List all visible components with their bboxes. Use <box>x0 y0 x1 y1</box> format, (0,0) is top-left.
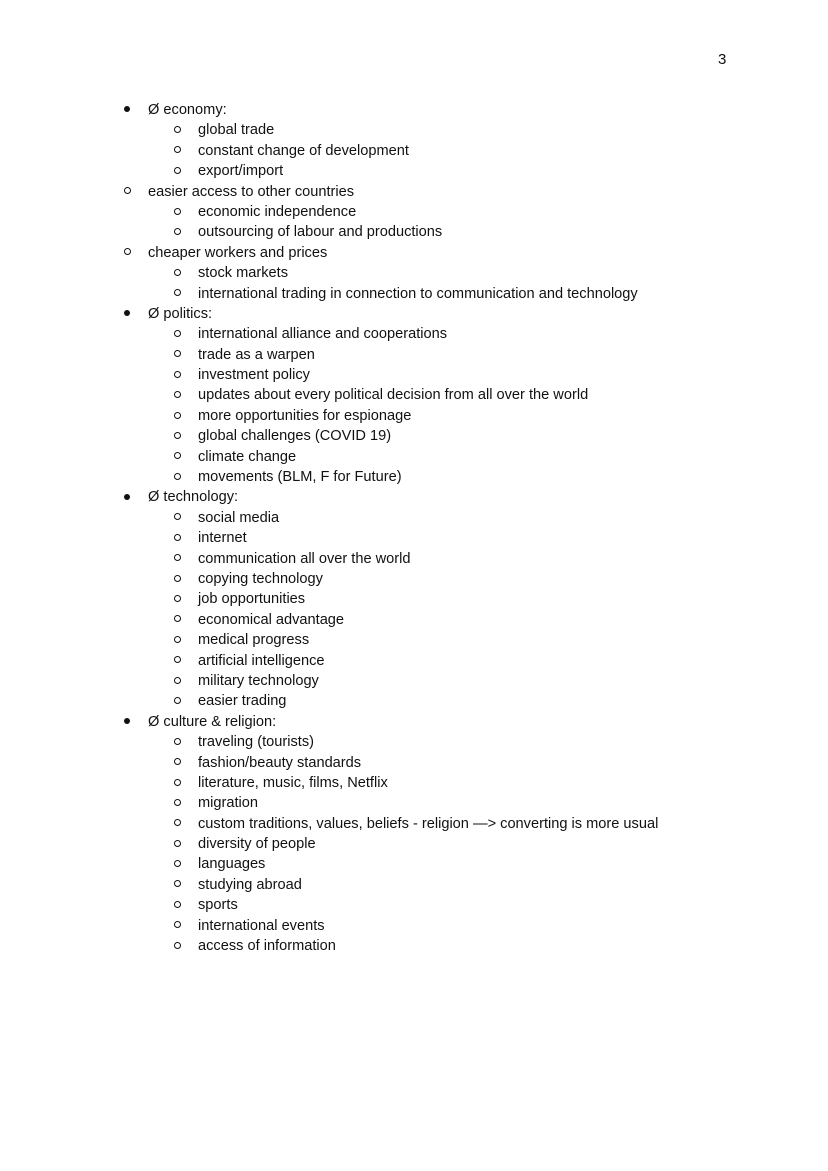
bullet-circle-icon <box>170 854 184 874</box>
sub-item <box>0 589 828 609</box>
item-text: medical progress <box>198 632 310 649</box>
bullet-circle-icon <box>170 324 184 344</box>
bullet-circle-icon <box>170 936 184 956</box>
item-text: global challenges (COVID 19) <box>198 428 392 445</box>
sub-item <box>0 854 828 874</box>
sub-item <box>0 753 828 773</box>
sub-item <box>0 467 828 487</box>
item-text: economical advantage <box>198 611 345 628</box>
bullet-circle-icon <box>170 549 184 569</box>
sub-item <box>0 793 828 813</box>
bullet-circle-icon <box>170 365 184 385</box>
sub-item <box>0 385 828 405</box>
item-text: artificial intelligence <box>198 652 325 669</box>
item-text: copying technology <box>198 570 323 587</box>
topic-item <box>0 487 828 507</box>
bullet-circle-icon <box>170 671 184 691</box>
item-text: trade as a warpen <box>198 346 315 363</box>
bullet-circle-icon <box>170 263 184 283</box>
item-text: military technology <box>198 672 319 689</box>
sub-item <box>0 345 828 365</box>
sub-item <box>0 263 828 283</box>
item-text: easier trading <box>198 693 287 710</box>
item-text: languages <box>198 856 266 873</box>
bullet-circle-icon <box>170 161 184 181</box>
sub-item <box>0 222 828 242</box>
item-text: migration <box>198 795 259 812</box>
item-text: updates about every political decision from all over the world <box>198 387 589 404</box>
item-text: social media <box>198 509 280 526</box>
bullet-circle-icon <box>170 589 184 609</box>
sub-item <box>0 814 828 834</box>
bullet-circle-icon <box>170 385 184 405</box>
item-text: stock markets <box>198 265 289 282</box>
item-text: studying abroad <box>198 876 302 893</box>
sub-item <box>0 324 828 344</box>
bullet-circle-icon <box>170 426 184 446</box>
sub-item <box>0 284 828 304</box>
bullet-circle-icon <box>170 120 184 140</box>
sub-item <box>0 773 828 793</box>
sub-item <box>0 691 828 711</box>
item-text: traveling (tourists) <box>198 734 314 751</box>
item-text: Ø culture & religion: <box>148 713 277 730</box>
bullet-outline <box>0 100 828 956</box>
bullet-circle-icon <box>170 651 184 671</box>
bullet-circle-icon <box>170 895 184 915</box>
item-text: Ø technology: <box>148 489 239 506</box>
bullet-circle-icon <box>170 141 184 161</box>
bullet-circle-icon <box>170 916 184 936</box>
item-text: constant change of development <box>198 142 409 159</box>
item-text: movements (BLM, F for Future) <box>198 469 402 486</box>
topic-item <box>0 100 828 120</box>
bullet-circle-icon <box>170 345 184 365</box>
item-text: job opportunities <box>198 591 306 608</box>
bullet-disc-icon <box>120 100 134 120</box>
page-number: 3 <box>718 51 727 68</box>
item-text: communication all over the world <box>198 550 411 567</box>
topic-item <box>0 712 828 732</box>
sub-item <box>0 528 828 548</box>
item-text: global trade <box>198 122 275 139</box>
bullet-circle-icon <box>170 467 184 487</box>
sub-item <box>0 120 828 140</box>
item-text: cheaper workers and prices <box>148 244 328 261</box>
sub-item <box>0 569 828 589</box>
bullet-circle-icon <box>170 528 184 548</box>
bullet-circle-icon <box>170 508 184 528</box>
sub-item <box>0 916 828 936</box>
sub-item <box>0 651 828 671</box>
item-text: Ø economy: <box>148 102 227 118</box>
bullet-circle-icon <box>170 610 184 630</box>
bullet-disc-icon <box>120 304 134 324</box>
sub-item <box>0 875 828 895</box>
sub-item <box>0 161 828 181</box>
sub-item <box>0 671 828 691</box>
sub-item <box>0 732 828 752</box>
item-text: outsourcing of labour and productions <box>198 224 443 241</box>
bullet-circle-icon <box>170 569 184 589</box>
item-text: custom traditions, values, beliefs - religion —> converting is more usual <box>198 815 659 832</box>
item-text: easier access to other countries <box>148 183 355 200</box>
topic-item <box>0 182 828 202</box>
item-text: investment policy <box>198 367 310 384</box>
topic-item <box>0 243 828 263</box>
item-text: international trading in connection to communication and technology <box>198 285 638 302</box>
sub-item <box>0 834 828 854</box>
item-text: international alliance and cooperations <box>198 326 448 343</box>
item-text: internet <box>198 530 247 547</box>
bullet-circle-icon <box>120 182 134 202</box>
item-text: literature, music, films, Netflix <box>198 774 388 791</box>
bullet-circle-icon <box>170 834 184 854</box>
bullet-disc-icon <box>120 487 134 507</box>
item-text: international events <box>198 917 325 934</box>
sub-item <box>0 447 828 467</box>
bullet-circle-icon <box>170 773 184 793</box>
bullet-circle-icon <box>170 406 184 426</box>
sub-item <box>0 508 828 528</box>
item-text: climate change <box>198 448 297 465</box>
bullet-circle-icon <box>170 753 184 773</box>
sub-item <box>0 630 828 650</box>
item-text: access of information <box>198 938 336 955</box>
sub-item <box>0 406 828 426</box>
bullet-circle-icon <box>170 875 184 895</box>
sub-item <box>0 141 828 161</box>
bullet-circle-icon <box>170 630 184 650</box>
item-text: Ø politics: <box>148 305 213 322</box>
bullet-circle-icon <box>170 202 184 222</box>
bullet-circle-icon <box>170 793 184 813</box>
bullet-circle-icon <box>170 447 184 467</box>
bullet-disc-icon <box>120 712 134 732</box>
sub-item <box>0 936 828 956</box>
sub-item <box>0 549 828 569</box>
bullet-circle-icon <box>170 814 184 834</box>
item-text: fashion/beauty standards <box>198 754 362 771</box>
sub-item <box>0 365 828 385</box>
sub-item <box>0 610 828 630</box>
sub-item <box>0 426 828 446</box>
bullet-circle-icon <box>170 284 184 304</box>
bullet-circle-icon <box>170 732 184 752</box>
sub-item <box>0 895 828 915</box>
item-text: economic independence <box>198 203 357 220</box>
item-text: export/import <box>198 163 284 180</box>
bullet-circle-icon <box>120 243 134 263</box>
sub-item <box>0 202 828 222</box>
topic-item <box>0 304 828 324</box>
bullet-circle-icon <box>170 691 184 711</box>
item-text: sports <box>198 897 238 914</box>
bullet-circle-icon <box>170 222 184 242</box>
item-text: more opportunities for espionage <box>198 407 412 424</box>
item-text: diversity of people <box>198 836 316 853</box>
